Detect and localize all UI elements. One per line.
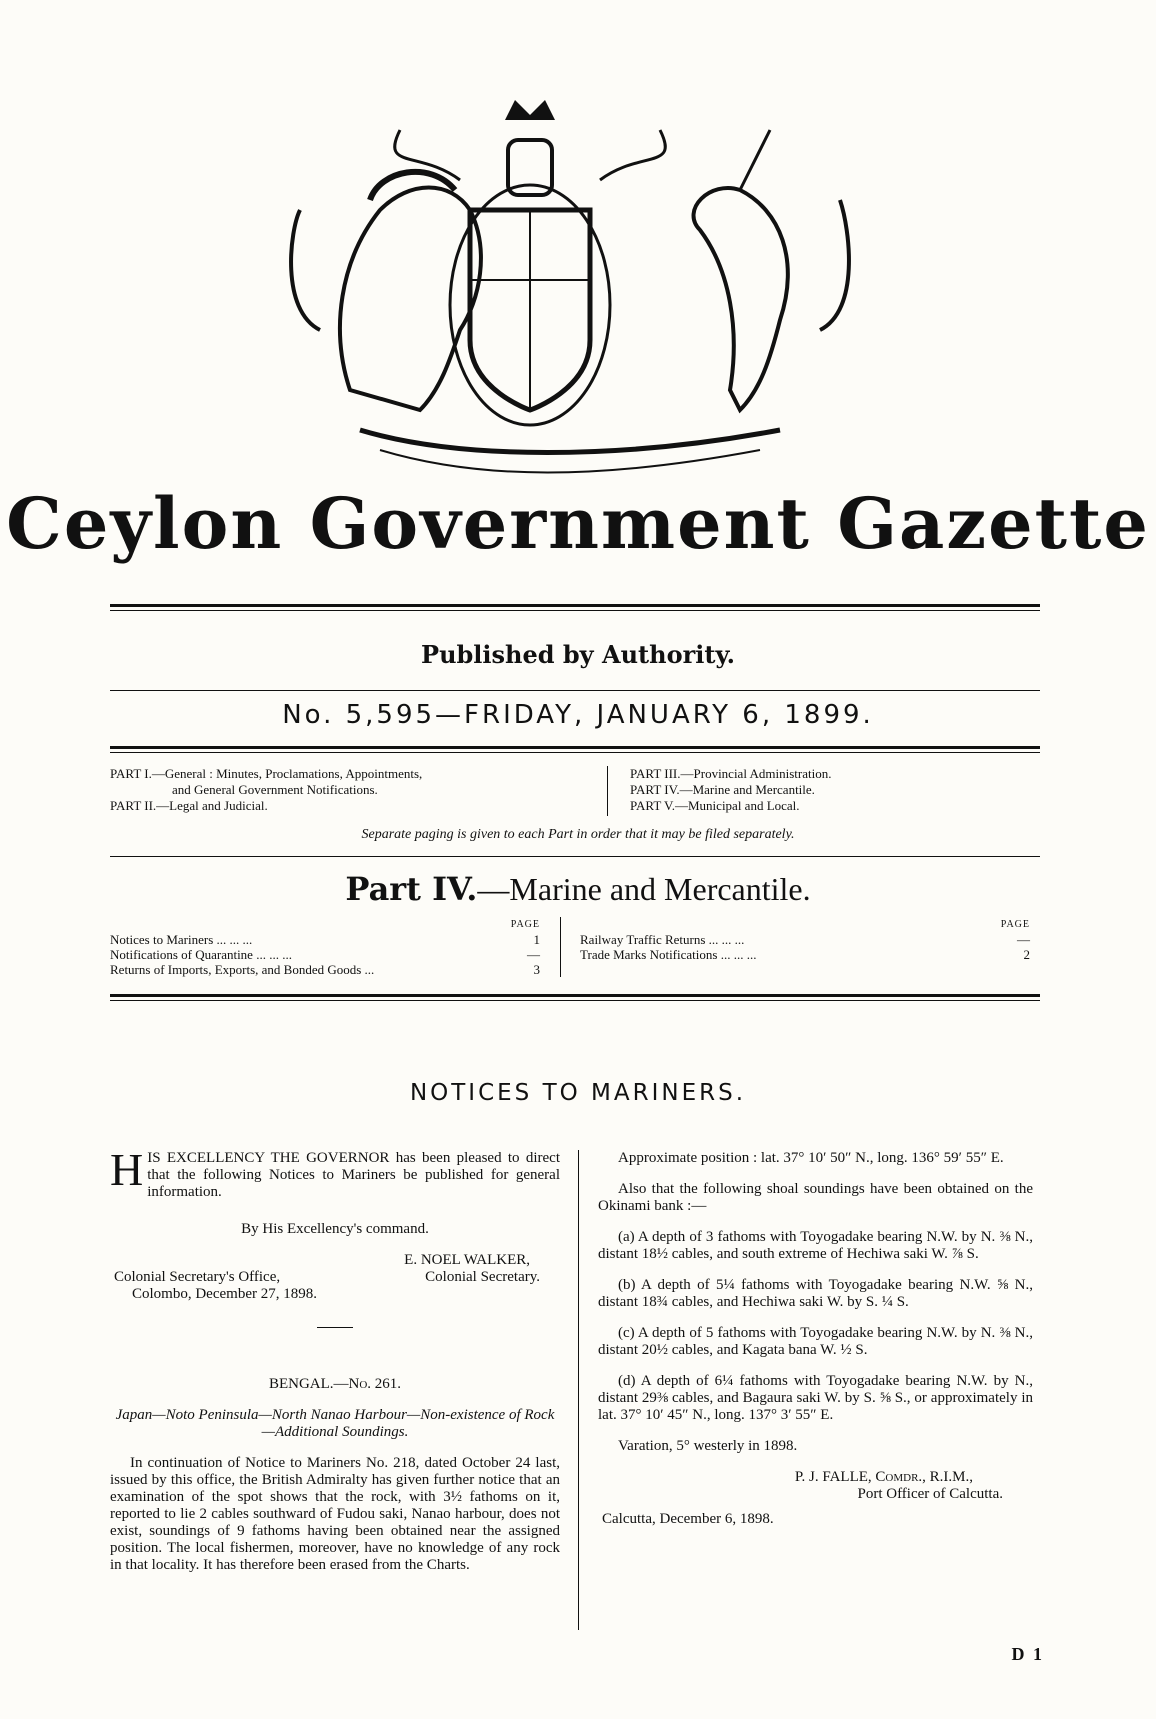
variation-line: Varation, 5° westerly in 1898. (618, 1438, 798, 1454)
signer-name: E. NOEL WALKER, (404, 1252, 530, 1268)
notice-number: BENGAL.—No. 261. (268, 1376, 402, 1392)
part-heading (0, 870, 1156, 908)
contents-page: — (1017, 932, 1030, 947)
parts-item: PART I.—General : Minutes, Proclamations, Appointments, (110, 766, 423, 781)
sounding-b: (b) A depth of 5¼ fathoms with Toyogadake bearing N.W. ⅝ N., distant 18¾ cables, and Hechiwa saki W. by S. ¼ S. (598, 1277, 1033, 1310)
contents-rule (110, 994, 1040, 997)
page-mark: D 1 (1011, 1644, 1044, 1664)
issue-rule-inner (110, 752, 1040, 753)
contents-rule-inner (110, 1000, 1040, 1001)
left-column (110, 1144, 560, 1574)
port-officer-name: P. J. FALLE, Comdr., R.I.M., (794, 1469, 973, 1485)
notice-title: Japan—Noto Peninsula—North Nanao Harbour—Non-existence of Rock—Additional Soundings. (115, 1407, 555, 1440)
issue-line: No. 5,595—FRIDAY, JANUARY 6, 1899. (282, 700, 874, 730)
contents-row (110, 947, 540, 962)
published-rule (110, 690, 1040, 691)
office-date-line: Colombo, December 27, 1898. (132, 1286, 317, 1302)
notice-body: In continuation of Notice to Mariners No. 218, dated October 24 last, issued by this office, the British Admiralty has given further notice that an examination of the spot shows that the rock, with 3½ fathoms on it, reported to lie 2 cables southward of Fudou saki, Nanao harbour, does not exist, soundings of 9 fathoms having been obtained near the assigned position. The local fishermen, moreover, have no knowledge of any rock in that locality. It has therefore been erased from the Charts. (110, 1455, 560, 1573)
section-title: NOTICES TO MARINERS. (409, 1080, 747, 1106)
contents-left (110, 917, 540, 977)
contents-label: Railway Traffic Returns ... ... ... (580, 932, 745, 947)
page-column-header: PAGE (510, 919, 540, 930)
drop-cap: H (110, 1144, 144, 1195)
parts-item: PART V.—Municipal and Local. (630, 798, 800, 813)
contents-page: 2 (1023, 947, 1030, 962)
contents-page: 1 (533, 932, 540, 947)
parts-item: PART II.—Legal and Judicial. (110, 798, 268, 813)
soundings-intro: Also that the following shoal soundings have been obtained on the Okinami bank :— (598, 1181, 1033, 1214)
published-by-authority: Published by Authority. (421, 640, 735, 669)
parts-divider (607, 766, 608, 816)
parts-item: PART IV.—Marine and Mercantile. (630, 782, 815, 797)
contents-divider (560, 917, 561, 977)
right-column (598, 1150, 1033, 1528)
contents-label: Notifications of Quarantine ... ... ... (110, 947, 292, 962)
office-line: Colonial Secretary's Office, (114, 1269, 281, 1285)
contents-page: — (527, 947, 540, 962)
approx-position: Approximate position : lat. 37° 10′ 50″ N., long. 136° 59′ 55″ E. (618, 1150, 1004, 1166)
separate-paging-note: Separate paging is given to each Part in order that it may be filed separately. (361, 827, 795, 842)
intro-paragraph: IS EXCELLENCY THE GOVERNOR has been pleased to direct that the following Notices to Mariners be published for general information. (147, 1150, 560, 1200)
contents-row (110, 962, 540, 977)
contents-label: Returns of Imports, Exports, and Bonded Goods ... (110, 962, 375, 977)
gazette-title: Ceylon Government Gazette (6, 482, 1150, 565)
contents-right (580, 917, 1030, 962)
sounding-d: (d) A depth of 6¼ fathoms with Toyogadake bearing N.W. by N., distant 29⅜ cables, and Bagaura saki W. by S. ⅝ S., or approximately in lat. 37° 10′ 45″ N., long. 137° 3′ 55″ E. (598, 1373, 1033, 1423)
part-name: —Marine and Mercantile. (477, 871, 811, 907)
issue-rule (110, 746, 1040, 749)
contents-row (580, 932, 1030, 947)
separator-rule (317, 1327, 353, 1328)
contents-page: 3 (533, 962, 540, 977)
sounding-a: (a) A depth of 3 fathoms with Toyogadake bearing N.W. by N. ⅜ N., distant 18½ cables, and south extreme of Hechiwa saki W. ⅞ S. (598, 1229, 1033, 1262)
parts-item: and General Government Notifications. (172, 782, 378, 797)
parts-item: PART III.—Provincial Administration. (630, 766, 832, 781)
contents-label: Trade Marks Notifications ... ... ... (580, 947, 757, 962)
note-rule (110, 856, 1040, 857)
title-rule-inner (110, 610, 1040, 611)
royal-coat-of-arms (260, 90, 920, 490)
contents-row (580, 947, 1030, 962)
contents-label: Notices to Mariners ... ... ... (110, 932, 253, 947)
place-date: Calcutta, December 6, 1898. (602, 1511, 774, 1527)
column-divider (578, 1150, 579, 1630)
signer-title: Colonial Secretary. (425, 1269, 540, 1285)
page-column-header: PAGE (1000, 919, 1030, 930)
command-line: By His Excellency's command. (241, 1221, 429, 1237)
contents-row (110, 932, 540, 947)
port-officer-title: Port Officer of Calcutta. (857, 1486, 1003, 1502)
title-rule (110, 604, 1040, 607)
part-number: Part IV. (345, 870, 478, 908)
sounding-c: (c) A depth of 5 fathoms with Toyogadake bearing N.W. by N. ⅜ N., distant 20½ cables, and Kagata bana W. ½ S. (598, 1325, 1033, 1358)
